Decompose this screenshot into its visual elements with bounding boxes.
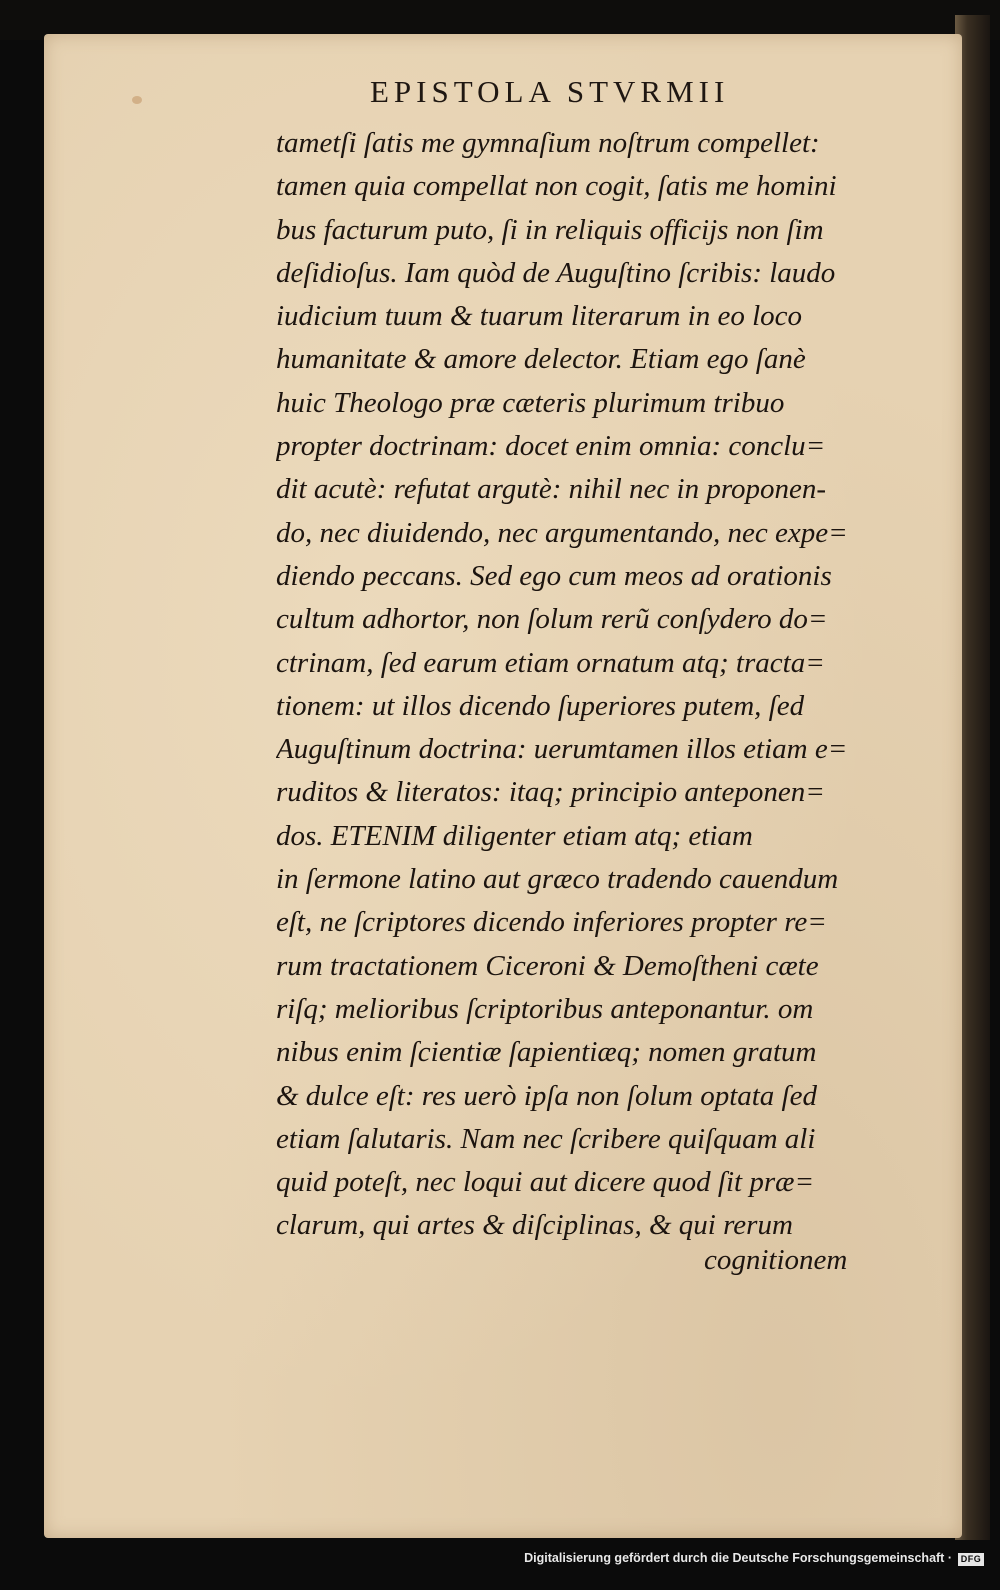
text-line: nibus enim ſcientiæ ſapientiæq; nomen gratum	[276, 1036, 817, 1069]
text-line: in ſermone latino aut græco tradendo cauendum	[276, 863, 839, 896]
text-line: etiam ſalutaris. Nam nec ſcribere quiſquam ali	[276, 1122, 816, 1155]
running-title: EPISTOLA STVRMII	[370, 74, 730, 109]
text-line: do, nec diuidendo, nec argumentando, nec expe=	[276, 516, 848, 549]
text-line: Auguſtinum doctrina: uerumtamen illos etiam e=	[276, 733, 848, 766]
paper-stain	[132, 96, 142, 104]
text-line: riſq; melioribus ſcriptoribus anteponantur. om	[276, 992, 814, 1025]
text-line: tamen quia compellat non cogit, ſatis me homini	[276, 170, 837, 203]
digitization-credit: Digitalisierung gefördert durch die Deutsche Forschungsgemeinschaft ·	[524, 1551, 952, 1565]
text-line: bus facturum puto, ſi in reliquis officijs non ſim	[276, 213, 824, 246]
text-line: huic Theologo præ cæteris plurimum tribuo	[276, 386, 785, 419]
text-line: & dulce eſt: res uerò ipſa non ſolum optata ſed	[276, 1079, 817, 1112]
text-line: clarum, qui artes & diſciplinas, & qui rerum	[276, 1209, 793, 1242]
text-line: quid poteſt, nec loqui aut dicere quod ſit præ=	[276, 1166, 815, 1199]
text-line: dit acutè: refutat argutè: nihil nec in proponen-	[276, 473, 827, 506]
text-line: dos. ETENIM diligenter etiam atq; etiam	[276, 819, 753, 852]
text-line: deſidioſus. Iam quòd de Auguſtino ſcribis: laudo	[276, 256, 836, 289]
text-line: tionem: ut illos dicendo ſuperiores putem, ſed	[276, 689, 805, 722]
text-line: iudicium tuum & tuarum literarum in eo loco	[276, 300, 802, 333]
text-line: propter doctrinam: docet enim omnia: conclu=	[276, 430, 826, 463]
text-line: ctrinam, ſed earum etiam ornatum atq; tracta=	[276, 646, 825, 679]
text-line: ruditos & literatos: itaq; principio anteponen=	[276, 776, 825, 809]
dfg-logo: DFG	[958, 1553, 984, 1566]
text-line: diendo peccans. Sed ego cum meos ad orationis	[276, 559, 832, 592]
text-line: humanitate & amore delector. Etiam ego ſanè	[276, 343, 806, 376]
catchword: cognitionem	[704, 1244, 848, 1276]
body-text	[276, 122, 916, 1248]
text-line: tametſi ſatis me gymnaſium noſtrum compellet:	[276, 127, 820, 159]
text-line: cultum adhortor, non ſolum rerũ conſydero do=	[276, 603, 828, 636]
text-line: rum tractationem Ciceroni & Demoſtheni cæte	[276, 949, 819, 982]
text-line: eſt, ne ſcriptores dicendo inferiores propter re=	[276, 906, 827, 939]
